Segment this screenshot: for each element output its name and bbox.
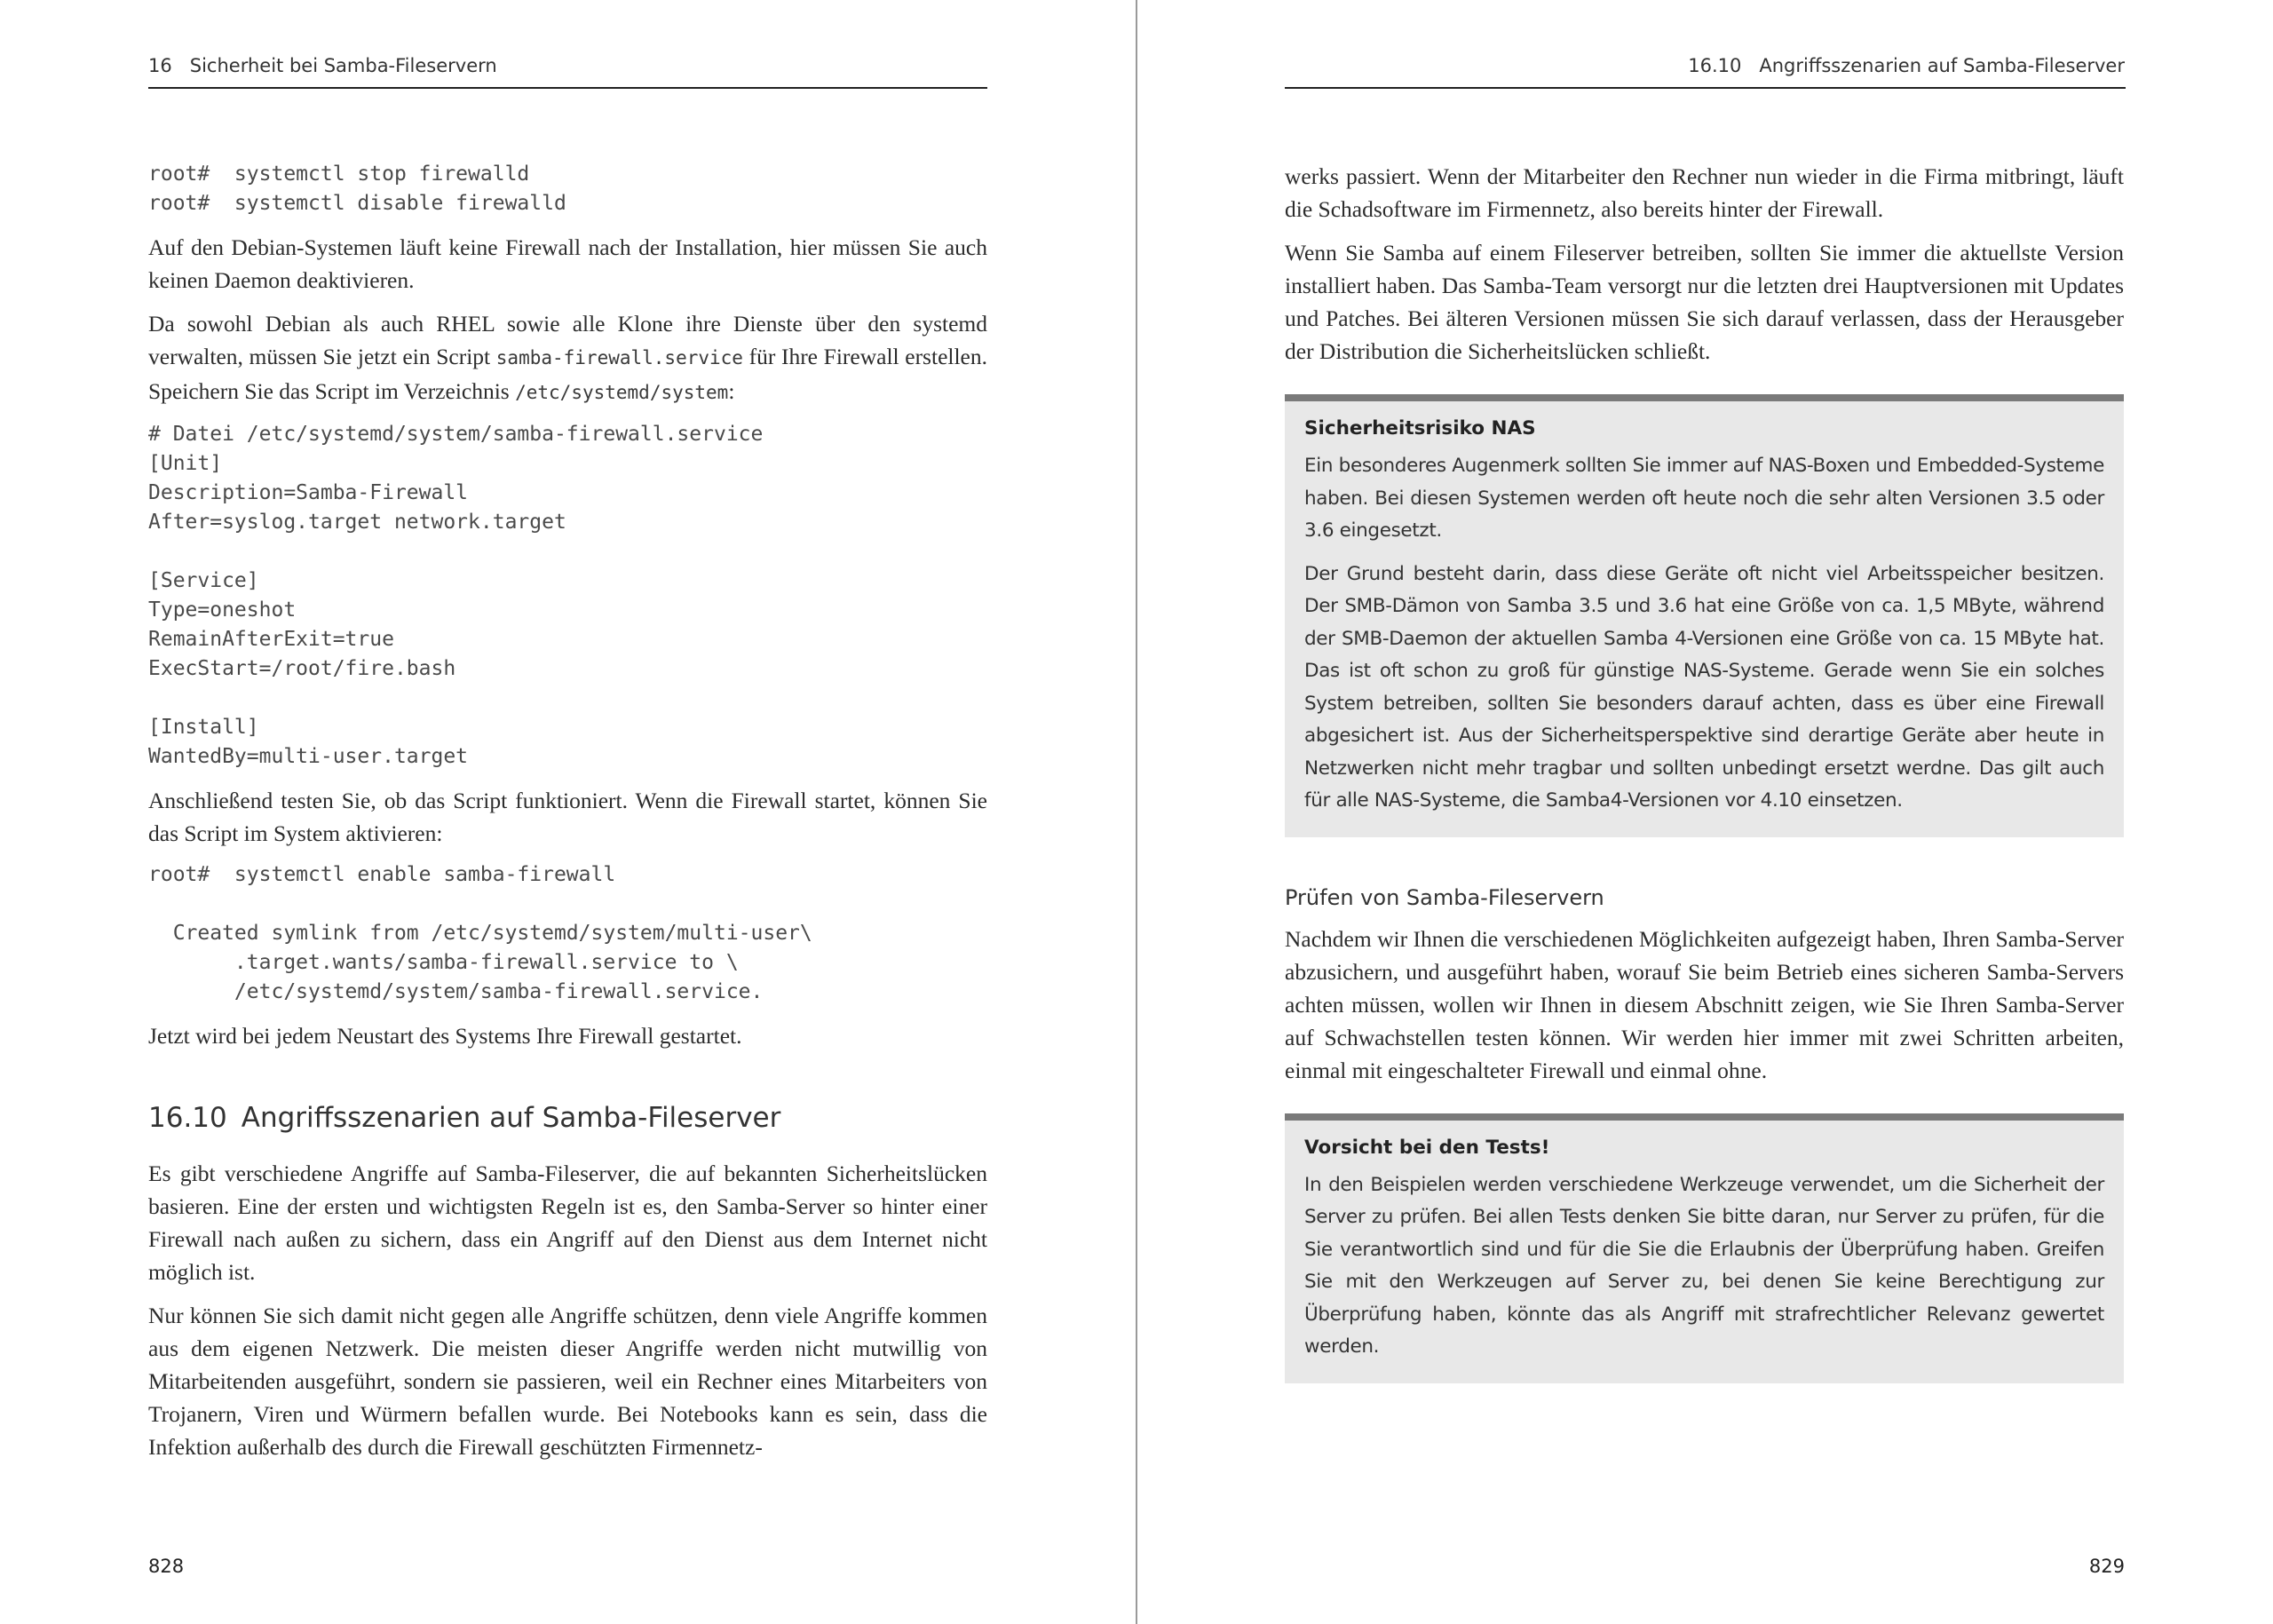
paragraph: Anschließend testen Sie, ob das Script funktioniert. Wenn die Firewall startet, können Sie das Script im System aktivieren:	[148, 788, 987, 846]
left-text-column	[148, 160, 987, 1474]
section-title: Angriffsszenarien auf Samba-Fileserver	[1759, 55, 2125, 76]
section-number: 16.10	[1688, 55, 1742, 76]
running-head-left	[148, 55, 497, 76]
text-run: für Ihre Firewall erstellen. Speichern Sie das Script im Verzeichnis	[148, 344, 988, 404]
info-box-tests	[1285, 1113, 2124, 1383]
section-heading	[148, 1102, 987, 1134]
paragraph-continued: Nur können Sie sich damit nicht gegen alle Angriffe schützen, denn viele Angriffe kommen aus dem eigenen Netzwerk. Die meisten dieser Angriffe werden nicht mutwillig von Mitarbeitenden ausgeführt, sondern sie passieren, weil ein Rechner eines Mitarbeiters von Trojanern, Viren und Würmern befallen wurde. Bei Notebooks kann es sein, dass die Infektion außerhalb des durch die Firewall geschützten Firmennetz -	[148, 1299, 987, 1463]
section-title: Angriffsszenarien auf Samba-Fileserver	[241, 1102, 781, 1134]
code-block-enable: root# systemctl enable samba-firewall Created symlink from /etc/systemd/system/multi-user\ .target.wants/samba-firewall.service to \ /etc/systemd/system/samba-firewall.service.	[148, 863, 812, 1003]
chapter-number: 16	[148, 55, 172, 76]
info-box-title: Sicherheitsrisiko NAS	[1304, 417, 1536, 440]
paragraph: Auf den Debian-Systemen läuft keine Firewall nach der Installation, hier müssen Sie auch keinen Daemon deaktivieren.	[148, 234, 987, 293]
info-box-paragraph: Ein besonderes Augenmerk sollten Sie immer auf NAS-Boxen und Embedded-Systeme haben. Bei diesen Systemen werden oft heute noch die sehr alten Versionen 3.5 oder 3.6 eingesetzt.	[1304, 455, 2104, 542]
left-page	[0, 0, 1136, 1624]
chapter-title: Sicherheit bei Samba-Fileservern	[189, 55, 497, 76]
text-run: Da sowohl Debian als auch RHEL sowie alle Klone ihre Dienste über den systemd verwalten, müssen Sie jetzt ein Script	[148, 311, 987, 369]
right-text-column	[1285, 160, 2124, 1383]
info-box-paragraph: Der Grund besteht darin, dass diese Geräte oft nicht viel Arbeitsspeicher besitzen. Der SMB-Dämon von Samba 3.5 und 3.6 hat eine Größe von ca. 1,5 MByte, während der SMB-Daemon der aktuellen Samba 4-Versionen eine Größe von ca. 15 MByte hat. Das ist oft schon zu groß für günstige NAS-Systeme. Gerade wenn Sie ein solches System betreiben, sollten Sie besonders darauf achten, dass es über eine Firewall abgesichert ist. Aus der Sicherheitsperspektive sind derartige Geräte aber heute in Netzwerken nicht mehr tragbar und sollten unbedingt ersetzt werdne. Das gilt auch für alle NAS-Systeme, die Samba4-Versionen vor 4.10 einsetzen.	[1304, 562, 2104, 812]
page-number: 828	[148, 1556, 185, 1577]
header-rule	[148, 87, 987, 89]
inline-code-path: /etc/systemd/system	[515, 382, 729, 403]
info-box-nas	[1285, 394, 2124, 837]
header-rule	[1285, 87, 2126, 89]
code-block-firewalld: root# systemctl stop firewalld root# systemctl disable firewalld	[148, 162, 566, 215]
inline-code-filename: samba-firewall.service	[495, 347, 743, 368]
paragraph: werks passiert. Wenn der Mitarbeiter den Rechner nun wieder in die Firma mitbringt, läuft die Schadsoftware im Firmennetz, also bereits hinter der Firewall.	[1285, 163, 2124, 222]
paragraph: Nachdem wir Ihnen die verschiedenen Möglichkeiten aufgezeigt haben, Ihren Samba-Server abzusichern, und ausgeführt haben, worauf Sie beim Betrieb eines sicheren Samba-Servers achten müssen, wollen wir Ihnen in diesem Abschnitt zeigen, wie Sie Ihren Samba-Server auf Schwachstellen testen können. Wir werden hier immer mit zwei Schritten arbeiten, einmal mit eingeschalteter Firewall und einmal ohne.	[1285, 925, 2124, 1083]
info-box-title: Vorsicht bei den Tests!	[1304, 1136, 1550, 1159]
page-number: 829	[2088, 1556, 2125, 1577]
section-number: 16.10	[148, 1102, 227, 1134]
right-page	[1137, 0, 2273, 1624]
paragraph: Es gibt verschiedene Angriffe auf Samba-Fileserver, die auf bekannten Sicherheitslücken basieren. Eine der ersten und wichtigsten Regeln ist es, den Samba-Server so hinter einer Firewall nach außen zu sichern, dass ein Angriff auf den Dienst aus dem Internet nicht möglich ist.	[148, 1161, 987, 1285]
paragraph: Jetzt wird bei jedem Neustart des Systems Ihre Firewall gestartet.	[148, 1023, 742, 1049]
text-run: :	[728, 378, 735, 404]
paragraph-script-intro	[148, 307, 987, 409]
code-block-service-file: # Datei /etc/systemd/system/samba-firewall.service [Unit] Description=Samba-Firewall After=syslog.target network.target [Service] Type=oneshot RemainAfterExit=true ExecStart=/root/fire.bash [Install] WantedBy=multi-user.target	[148, 423, 764, 768]
paragraph: Wenn Sie Samba auf einem Fileserver betreiben, sollten Sie immer die aktuellste Version installiert haben. Das Samba-Team versorgt nur die letzten drei Hauptversionen mit Updates und Patches. Bei älteren Versionen müssen Sie sich darauf verlassen, dass der Herausgeber der Distribution die Sicherheitslücken schließt.	[1285, 240, 2124, 364]
running-head-right	[1688, 55, 2125, 76]
info-box-paragraph: In den Beispielen werden verschiedene Werkzeuge verwendet, um die Sicherheit der Server zu prüfen. Bei allen Tests denken Sie bitte daran, nur Server zu prüfen, für die Sie verantwortlich sind und für die Sie die Erlaubnis der Überprüfung haben. Greifen Sie mit den Werkzeugen auf Server zu, bei denen Sie keine Berechtigung zur Überprüfung haben, könnte das als Angriff mit strafrechtlicher Relevanz gewertet werden.	[1304, 1173, 2104, 1358]
subheading: Prüfen von Samba-Fileservern	[1285, 884, 1604, 910]
